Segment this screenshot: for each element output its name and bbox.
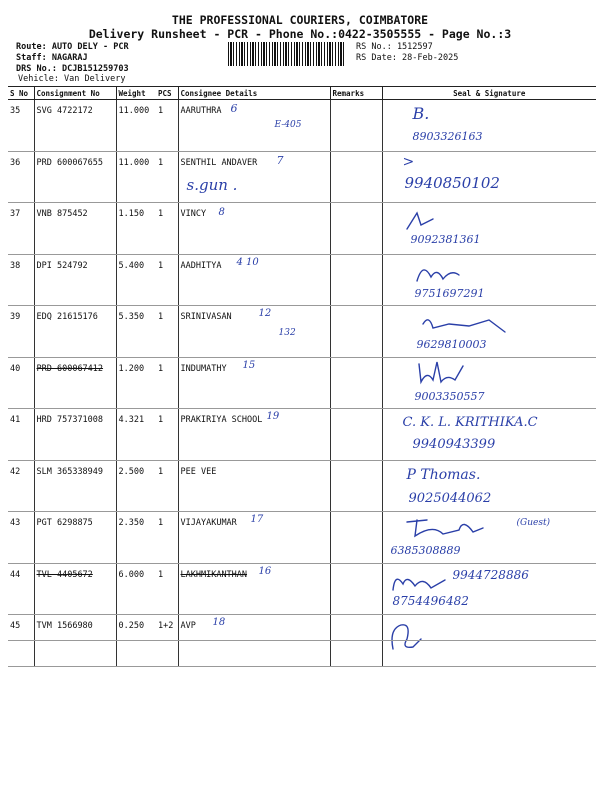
- table-row: [8, 512, 596, 564]
- row-remarks: [330, 460, 382, 512]
- table-row: [8, 409, 596, 461]
- row-sno: 43: [8, 512, 34, 564]
- row-consignee: [178, 100, 330, 152]
- row-signature: [382, 151, 596, 203]
- row-consignment: SLM 365338949: [34, 460, 116, 512]
- row-weight: 5.350: [116, 306, 156, 358]
- row-consignment: SVG 4722172: [34, 100, 116, 152]
- company-name: THE PROFESSIONAL COURIERS, COIMBATORE: [171, 13, 429, 27]
- row-consignment: TVL 4405672: [34, 563, 116, 615]
- signature-scribble: [413, 360, 473, 388]
- row-sno: 42: [8, 460, 34, 512]
- consignee-name: AVP: [180, 621, 196, 631]
- col-pcs: PCS: [156, 87, 178, 100]
- phone-number: 6385308889: [390, 544, 461, 557]
- table-row: [8, 306, 596, 358]
- table-row: [8, 151, 596, 203]
- row-pcs: 1: [156, 460, 178, 512]
- phone-number: 9940850102: [404, 173, 500, 192]
- row-pcs: 1: [156, 357, 178, 409]
- row-consignee: [178, 151, 330, 203]
- row-weight: 1.200: [116, 357, 156, 409]
- phone-number: 9940943399: [412, 437, 496, 452]
- row-weight: 1.150: [116, 203, 156, 255]
- signature: (Guest): [516, 518, 551, 528]
- row-sno: 38: [8, 254, 34, 306]
- handwritten-note: 132: [278, 328, 296, 338]
- table-row: [8, 563, 596, 615]
- handwritten-mark: 19: [266, 411, 280, 422]
- row-consignee: [178, 203, 330, 255]
- row-pcs: 1: [156, 151, 178, 203]
- row-consignment: PRD 600067412: [34, 357, 116, 409]
- barcode-image: [228, 42, 346, 66]
- runsheet-title: Delivery Runsheet - PCR - Phone No.:0422-3505555 - Page No.:3: [88, 27, 512, 41]
- handwritten-mark: 8: [218, 207, 225, 218]
- row-remarks: [330, 306, 382, 358]
- vehicle-label: Vehicle: Van Delivery: [18, 74, 126, 84]
- row-pcs: 1: [156, 100, 178, 152]
- signature: B.: [412, 104, 430, 123]
- rs-date: RS Date: 28-Feb-2025: [356, 53, 459, 63]
- drs-number: DRS No.: DCJB151259703: [16, 64, 129, 74]
- row-remarks: [330, 254, 382, 306]
- table-header-row: [8, 87, 596, 100]
- row-remarks: [330, 203, 382, 255]
- consignee-name: LAKHMIKANTHAN: [180, 569, 248, 580]
- phone-number: 9025044062: [408, 490, 492, 506]
- row-remarks: [330, 512, 382, 564]
- row-remarks: [330, 357, 382, 409]
- phone-number: 9629810003: [416, 338, 487, 351]
- row-sno: 36: [8, 151, 34, 203]
- row-consignee: [178, 460, 330, 512]
- phone-number: 9003350557: [414, 389, 485, 403]
- row-consignment: PRD 600067655: [34, 151, 116, 203]
- table-row: [8, 254, 596, 306]
- phone-number: 9092381361: [410, 233, 481, 246]
- consignee-name: SENTHIL ANDAVER: [180, 157, 258, 168]
- row-weight: 11.000: [116, 151, 156, 203]
- phone-number: 8903326163: [412, 130, 483, 143]
- row-sno: 35: [8, 100, 34, 152]
- row-sno: 41: [8, 409, 34, 461]
- row-consignee: [178, 357, 330, 409]
- row-signature: [382, 100, 596, 152]
- row-consignee: [178, 254, 330, 306]
- footer-divider: [8, 640, 596, 641]
- row-remarks: [330, 563, 382, 615]
- signature-scribble: [403, 209, 443, 233]
- signature: 9944728886: [452, 567, 529, 582]
- row-signature: [382, 409, 596, 461]
- handwritten-mark: 17: [250, 514, 264, 525]
- row-signature: [382, 306, 596, 358]
- row-remarks: [330, 409, 382, 461]
- row-consignee: [178, 409, 330, 461]
- row-sno: 39: [8, 306, 34, 358]
- row-consignee: [178, 306, 330, 358]
- row-consignee: [178, 563, 330, 615]
- signature: C. K. L. KRITHIKA.C: [402, 415, 538, 430]
- row-pcs: 1: [156, 512, 178, 564]
- handwritten-mark: 18: [212, 617, 226, 628]
- signature-scribble: [387, 619, 427, 653]
- row-sno: 44: [8, 563, 34, 615]
- row-weight: 2.350: [116, 512, 156, 564]
- table-row: [8, 203, 596, 255]
- consignee-name: PRAKIRIYA SCHOOL: [180, 415, 263, 425]
- consignee-name: VINCY: [180, 209, 207, 219]
- runsheet-table: [8, 86, 596, 667]
- row-consignment: TVM 1566980: [34, 615, 116, 667]
- table-row: [8, 357, 596, 409]
- row-consignment: VNB 875452: [34, 203, 116, 255]
- row-weight: 4.321: [116, 409, 156, 461]
- row-weight: 2.500: [116, 460, 156, 512]
- col-seal: Seal & Signature: [382, 87, 596, 100]
- row-pcs: 1: [156, 563, 178, 615]
- table-row: [8, 460, 596, 512]
- col-weight: Weight: [116, 87, 156, 100]
- row-signature: [382, 203, 596, 255]
- row-consignment: HRD 757371008: [34, 409, 116, 461]
- consignee-name: INDUMATHY: [180, 363, 227, 374]
- staff-label: Staff: NAGARAJ: [16, 53, 88, 63]
- row-weight: 6.000: [116, 563, 156, 615]
- handwritten-mark: 4 10: [236, 256, 259, 268]
- col-remarks: Remarks: [330, 87, 382, 100]
- row-signature: [382, 254, 596, 306]
- row-pcs: 1: [156, 409, 178, 461]
- table-row: [8, 100, 596, 152]
- phone-number: 9751697291: [414, 286, 485, 300]
- signature-scribble: [389, 570, 449, 596]
- row-consignment: EDQ 21615176: [34, 306, 116, 358]
- signature-scribble: [419, 314, 509, 336]
- row-sno: 45: [8, 615, 34, 667]
- consignee-name: VIJAYAKUMAR: [180, 518, 237, 528]
- col-sno: S No: [8, 87, 34, 100]
- consignee-name: PEE VEE: [180, 466, 217, 477]
- signature: >: [402, 153, 415, 170]
- row-signature: [382, 563, 596, 615]
- row-pcs: 1+2: [156, 615, 178, 667]
- row-weight: 5.400: [116, 254, 156, 306]
- route-label: Route: AUTO DELY - PCR: [16, 42, 129, 52]
- phone-number: 8754496482: [392, 593, 469, 608]
- consignee-name: AARUTHRA: [180, 106, 222, 116]
- row-weight: 11.000: [116, 100, 156, 152]
- row-remarks: [330, 100, 382, 152]
- row-sno: 37: [8, 203, 34, 255]
- row-consignment: PGT 6298875: [34, 512, 116, 564]
- handwritten-mark: 7: [276, 153, 284, 167]
- handwritten-mark: 15: [242, 359, 256, 371]
- row-consignee: [178, 512, 330, 564]
- rs-number: RS No.: 1512597: [356, 42, 433, 52]
- row-pcs: 1: [156, 254, 178, 306]
- row-signature: [382, 357, 596, 409]
- signature-scribble: [413, 259, 463, 285]
- handwritten-note: s.gun .: [186, 175, 238, 194]
- row-sno: 40: [8, 357, 34, 409]
- row-signature: [382, 512, 596, 564]
- row-remarks: [330, 151, 382, 203]
- col-consignment: Consignment No: [34, 87, 116, 100]
- row-pcs: 1: [156, 306, 178, 358]
- signature: P Thomas.: [406, 466, 481, 483]
- row-pcs: 1: [156, 203, 178, 255]
- handwritten-mark: 6: [230, 102, 238, 115]
- row-weight: 0.250: [116, 615, 156, 667]
- row-consignment: DPI 524792: [34, 254, 116, 306]
- consignee-name: SRINIVASAN: [180, 312, 232, 322]
- signature-scribble: [403, 514, 513, 542]
- handwritten-mark: 12: [258, 308, 272, 319]
- col-consignee: Consignee Details: [178, 87, 330, 100]
- handwritten-note: E-405: [274, 120, 302, 130]
- handwritten-mark: 16: [258, 565, 272, 577]
- row-signature: [382, 460, 596, 512]
- consignee-name: AADHITYA: [180, 260, 222, 271]
